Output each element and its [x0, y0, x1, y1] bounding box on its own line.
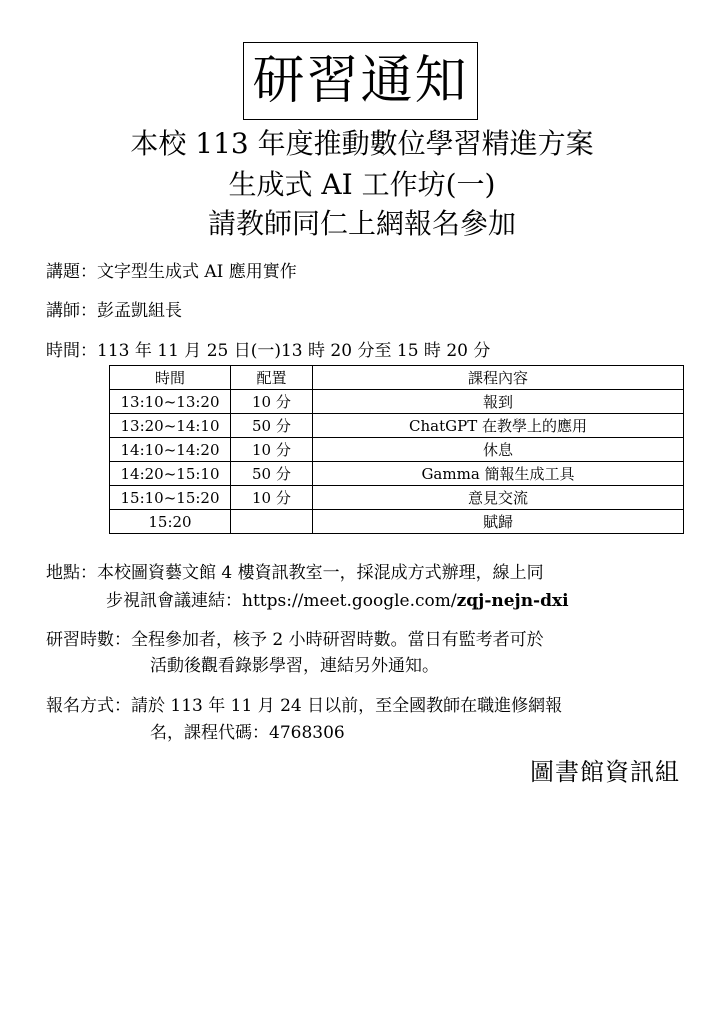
study-hours-line1: 全程參加者，核予 2 小時研習時數。當日有監考者可於: [131, 630, 544, 650]
row-content: ChatGPT 在教學上的應用: [313, 414, 684, 438]
row-time: 15:10~15:20: [110, 486, 231, 510]
study-hours-line2: 活動後觀看錄影學習，連結另外通知。: [150, 656, 439, 676]
row-time: 14:10~14:20: [110, 438, 231, 462]
registration-line2: 名，課程代碼：4768306: [150, 723, 345, 743]
signature: 圖書館資訊組: [530, 758, 680, 786]
row-time: 13:20~14:10: [110, 414, 231, 438]
lecturer-label: 講師：: [46, 301, 97, 321]
time-value: 113 年 11 月 25 日(一)13 時 20 分至 15 時 20 分: [97, 341, 491, 361]
schedule-table: [109, 365, 684, 534]
heading-program: 本校 113 年度推動數位學習精進方案: [130, 127, 594, 160]
table-row: [110, 390, 684, 414]
registration-line1: 請於 113 年 11 月 24 日以前，至全國教師在職進修網報: [131, 696, 563, 716]
location-field: [46, 559, 544, 587]
row-duration: 50 分: [231, 414, 313, 438]
lecturer-value: 彭孟凱組長: [97, 301, 182, 321]
row-time: 14:20~15:10: [110, 462, 231, 486]
table-row: [110, 438, 684, 462]
location-link-prefix: 步視訊會議連結：: [106, 591, 242, 611]
notice-title: 研習通知: [243, 42, 478, 120]
meeting-link-code[interactable]: zqj-nejn-dxi: [456, 591, 569, 611]
time-field: [46, 337, 490, 365]
schedule-header-duration: 配置: [231, 366, 313, 390]
meeting-link-base[interactable]: https://meet.google.com/: [242, 591, 457, 611]
location-label: 地點：: [46, 563, 97, 583]
time-label: 時間：: [46, 341, 97, 361]
lecturer-field: [46, 297, 182, 325]
table-row: [110, 510, 684, 534]
row-content: 報到: [313, 390, 684, 414]
schedule-header-time: 時間: [110, 366, 231, 390]
schedule-header-content: 課程內容: [313, 366, 684, 390]
row-content: Gamma 簡報生成工具: [313, 462, 684, 486]
row-duration: 50 分: [231, 462, 313, 486]
row-duration: 10 分: [231, 390, 313, 414]
location-line2: [106, 587, 569, 615]
row-duration: 10 分: [231, 438, 313, 462]
row-time: 13:10~13:20: [110, 390, 231, 414]
row-content: 休息: [313, 438, 684, 462]
topic-field: [46, 258, 297, 286]
study-hours-label: 研習時數：: [46, 630, 131, 650]
row-content: 賦歸: [313, 510, 684, 534]
registration-field: [46, 692, 562, 720]
table-row: [110, 486, 684, 510]
heading-workshop: 生成式 AI 工作坊(一): [228, 168, 496, 201]
location-line1: 本校圖資藝文館 4 樓資訊教室一，採混成方式辦理，線上同: [97, 563, 544, 583]
topic-label: 講題：: [46, 262, 97, 282]
meeting-link[interactable]: [242, 591, 569, 611]
topic-value: 文字型生成式 AI 應用實作: [97, 262, 297, 282]
row-content: 意見交流: [313, 486, 684, 510]
study-hours-field: [46, 626, 544, 654]
schedule-header-row: [110, 366, 684, 390]
registration-label: 報名方式：: [46, 696, 131, 716]
row-duration: 10 分: [231, 486, 313, 510]
table-row: [110, 462, 684, 486]
heading-invitation: 請教師同仁上網報名參加: [207, 207, 516, 240]
row-time: 15:20: [110, 510, 231, 534]
row-duration: [231, 510, 313, 534]
table-row: [110, 414, 684, 438]
